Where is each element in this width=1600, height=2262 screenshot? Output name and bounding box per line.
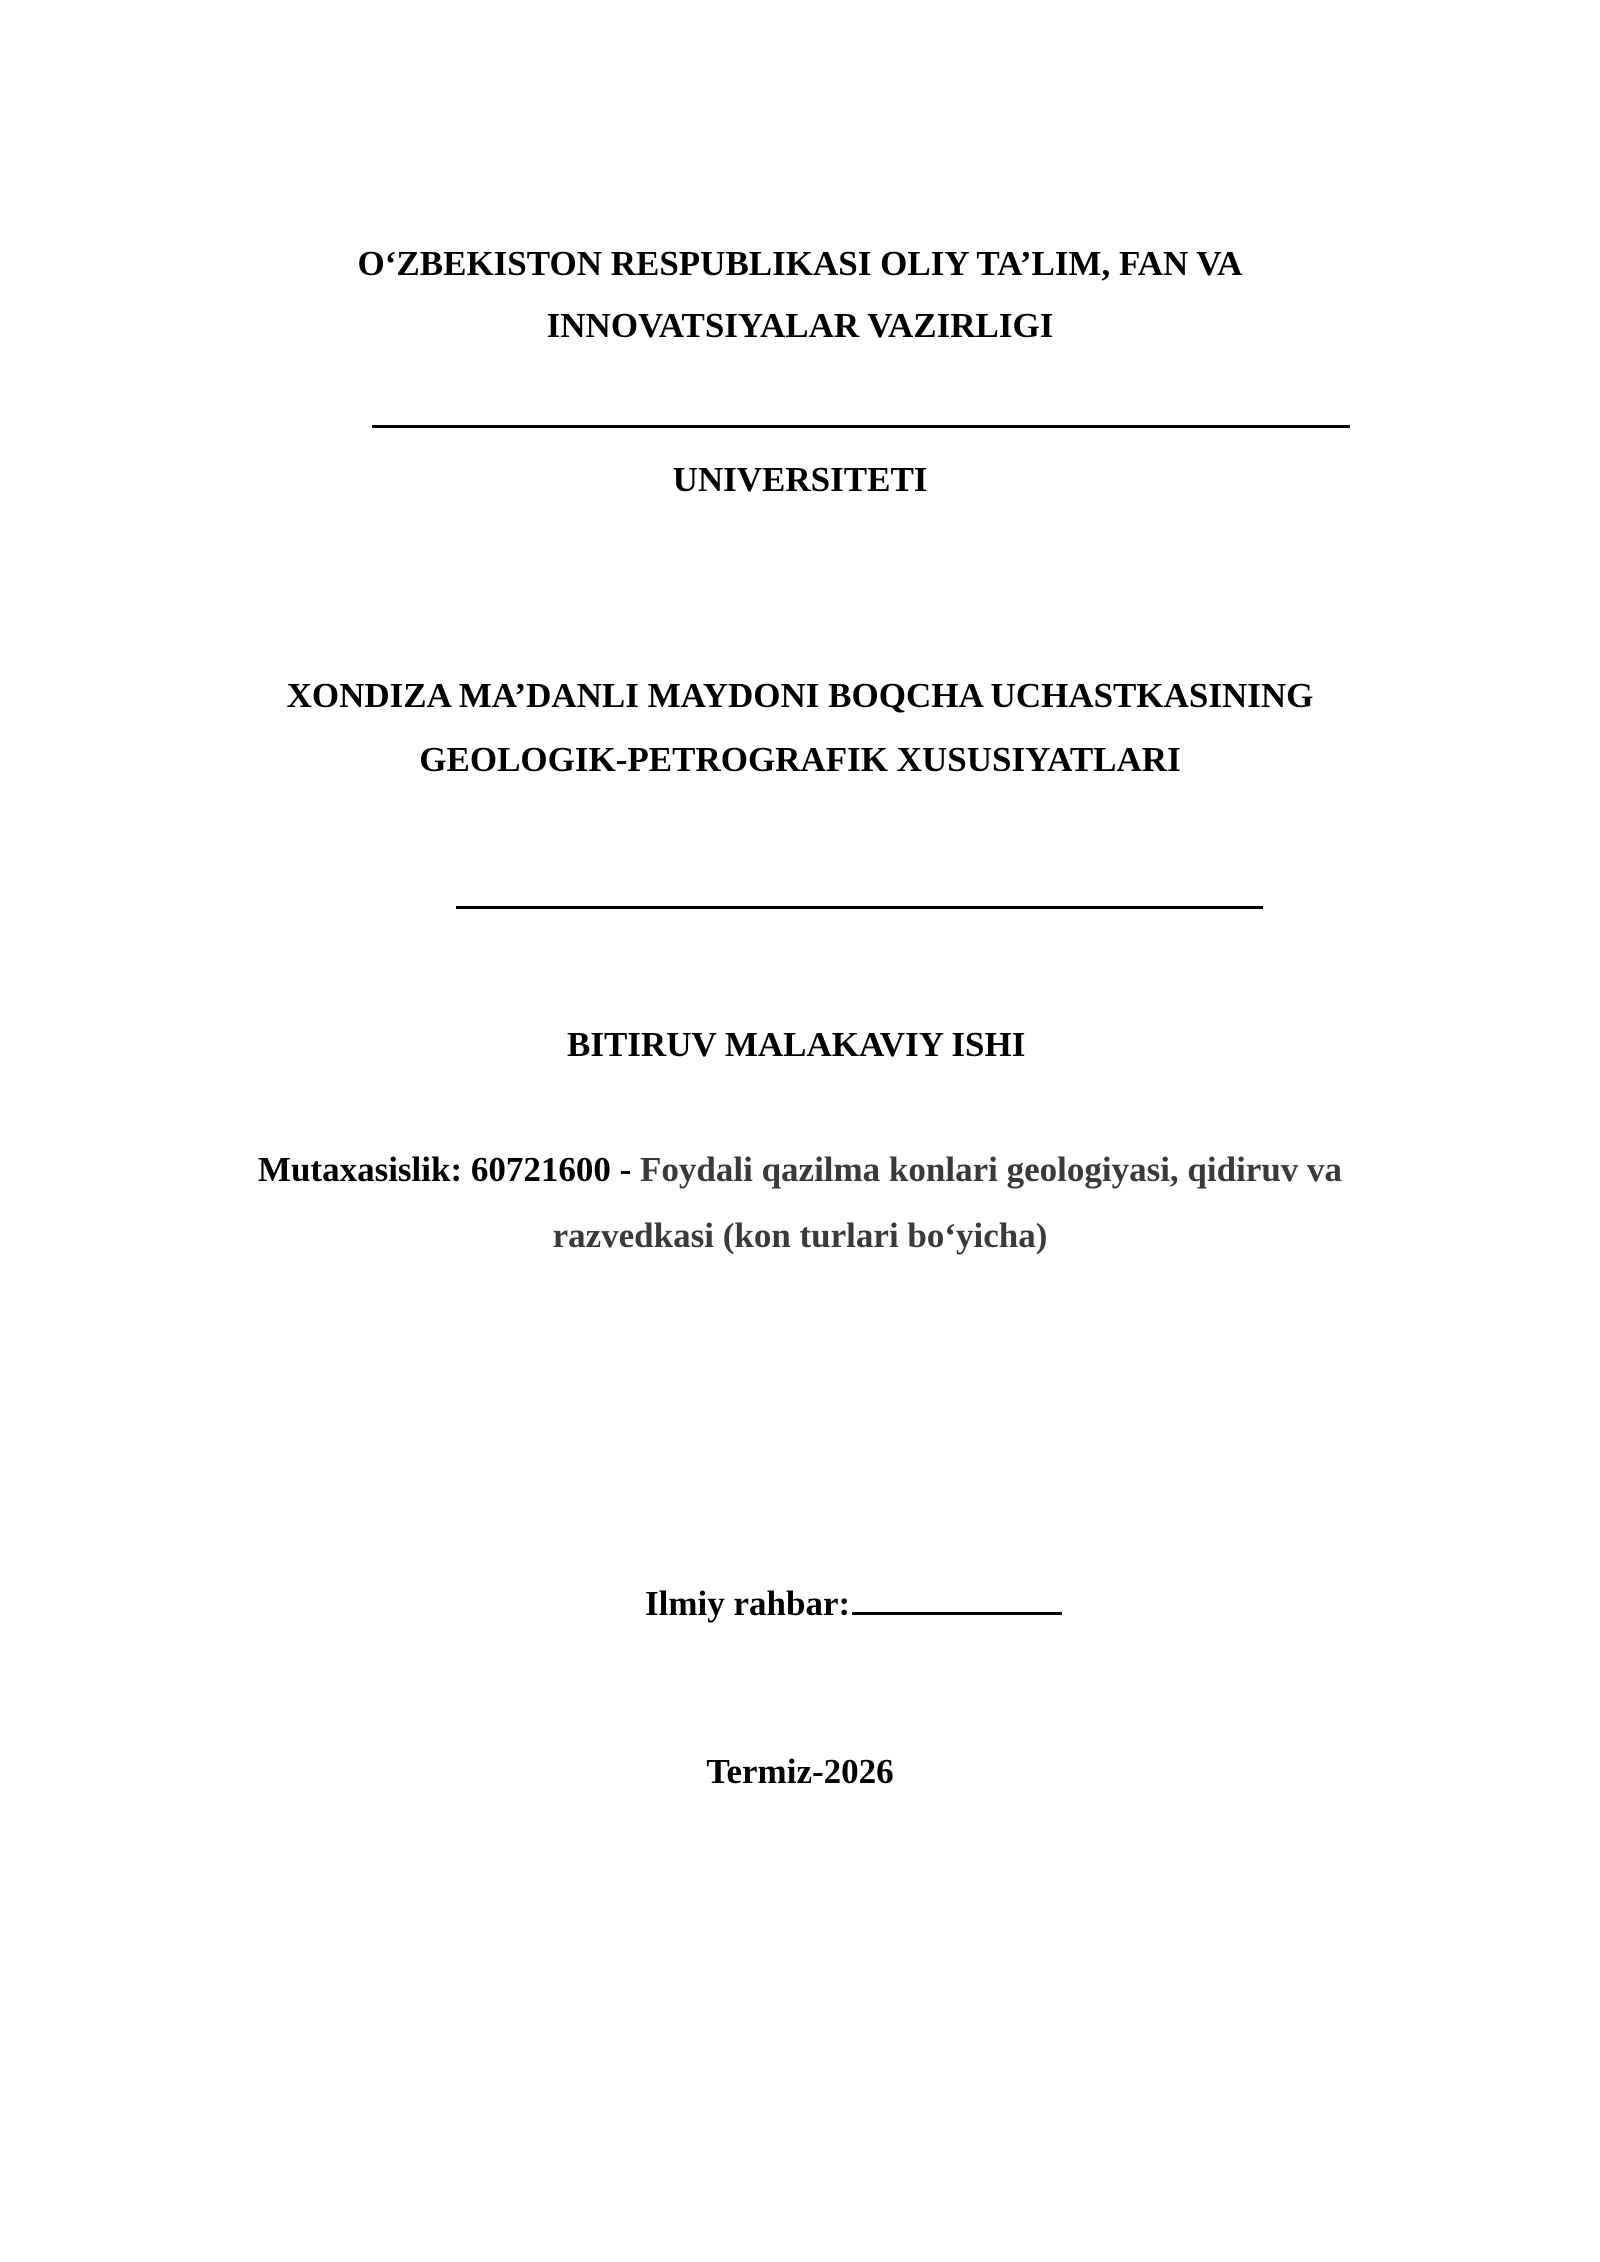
thesis-title-line-1: XONDIZA MA’DANLI MAYDONI BOQCHA UCHASTKASINING — [286, 676, 1314, 715]
specialty-name-part-2: razvedkasi (kon turlari bo‘yicha) — [552, 1216, 1048, 1255]
author-name-blank — [456, 906, 1263, 909]
university-label: UNIVERSITETI — [672, 460, 928, 499]
specialty-line-1 — [0, 1150, 1600, 1190]
university-name-blank — [372, 425, 1350, 428]
thesis-title-line-2: GEOLOGIK-PETROGRAFIK XUSUSIYATLARI — [419, 740, 1181, 779]
supervisor-label: Ilmiy rahbar: — [645, 1584, 851, 1623]
supervisor-blank — [852, 1582, 1062, 1615]
specialty-name-part-1: Foydali qazilma konlari geologiyasi, qidiruv va — [640, 1150, 1343, 1189]
ministry-line-1: O‘ZBEKISTON RESPUBLIKASI OLIY TA’LIM, FAN VA — [357, 244, 1243, 283]
city-year: Termiz-2026 — [706, 1752, 894, 1791]
work-type-heading: BITIRUV MALAKAVIY ISHI — [567, 1025, 1026, 1064]
specialty-prefix: Mutaxasislik: 60721600 - — [257, 1150, 641, 1189]
ministry-line-2: INNOVATSIYALAR VAZIRLIGI — [546, 306, 1054, 345]
supervisor-line — [645, 1582, 1062, 1624]
